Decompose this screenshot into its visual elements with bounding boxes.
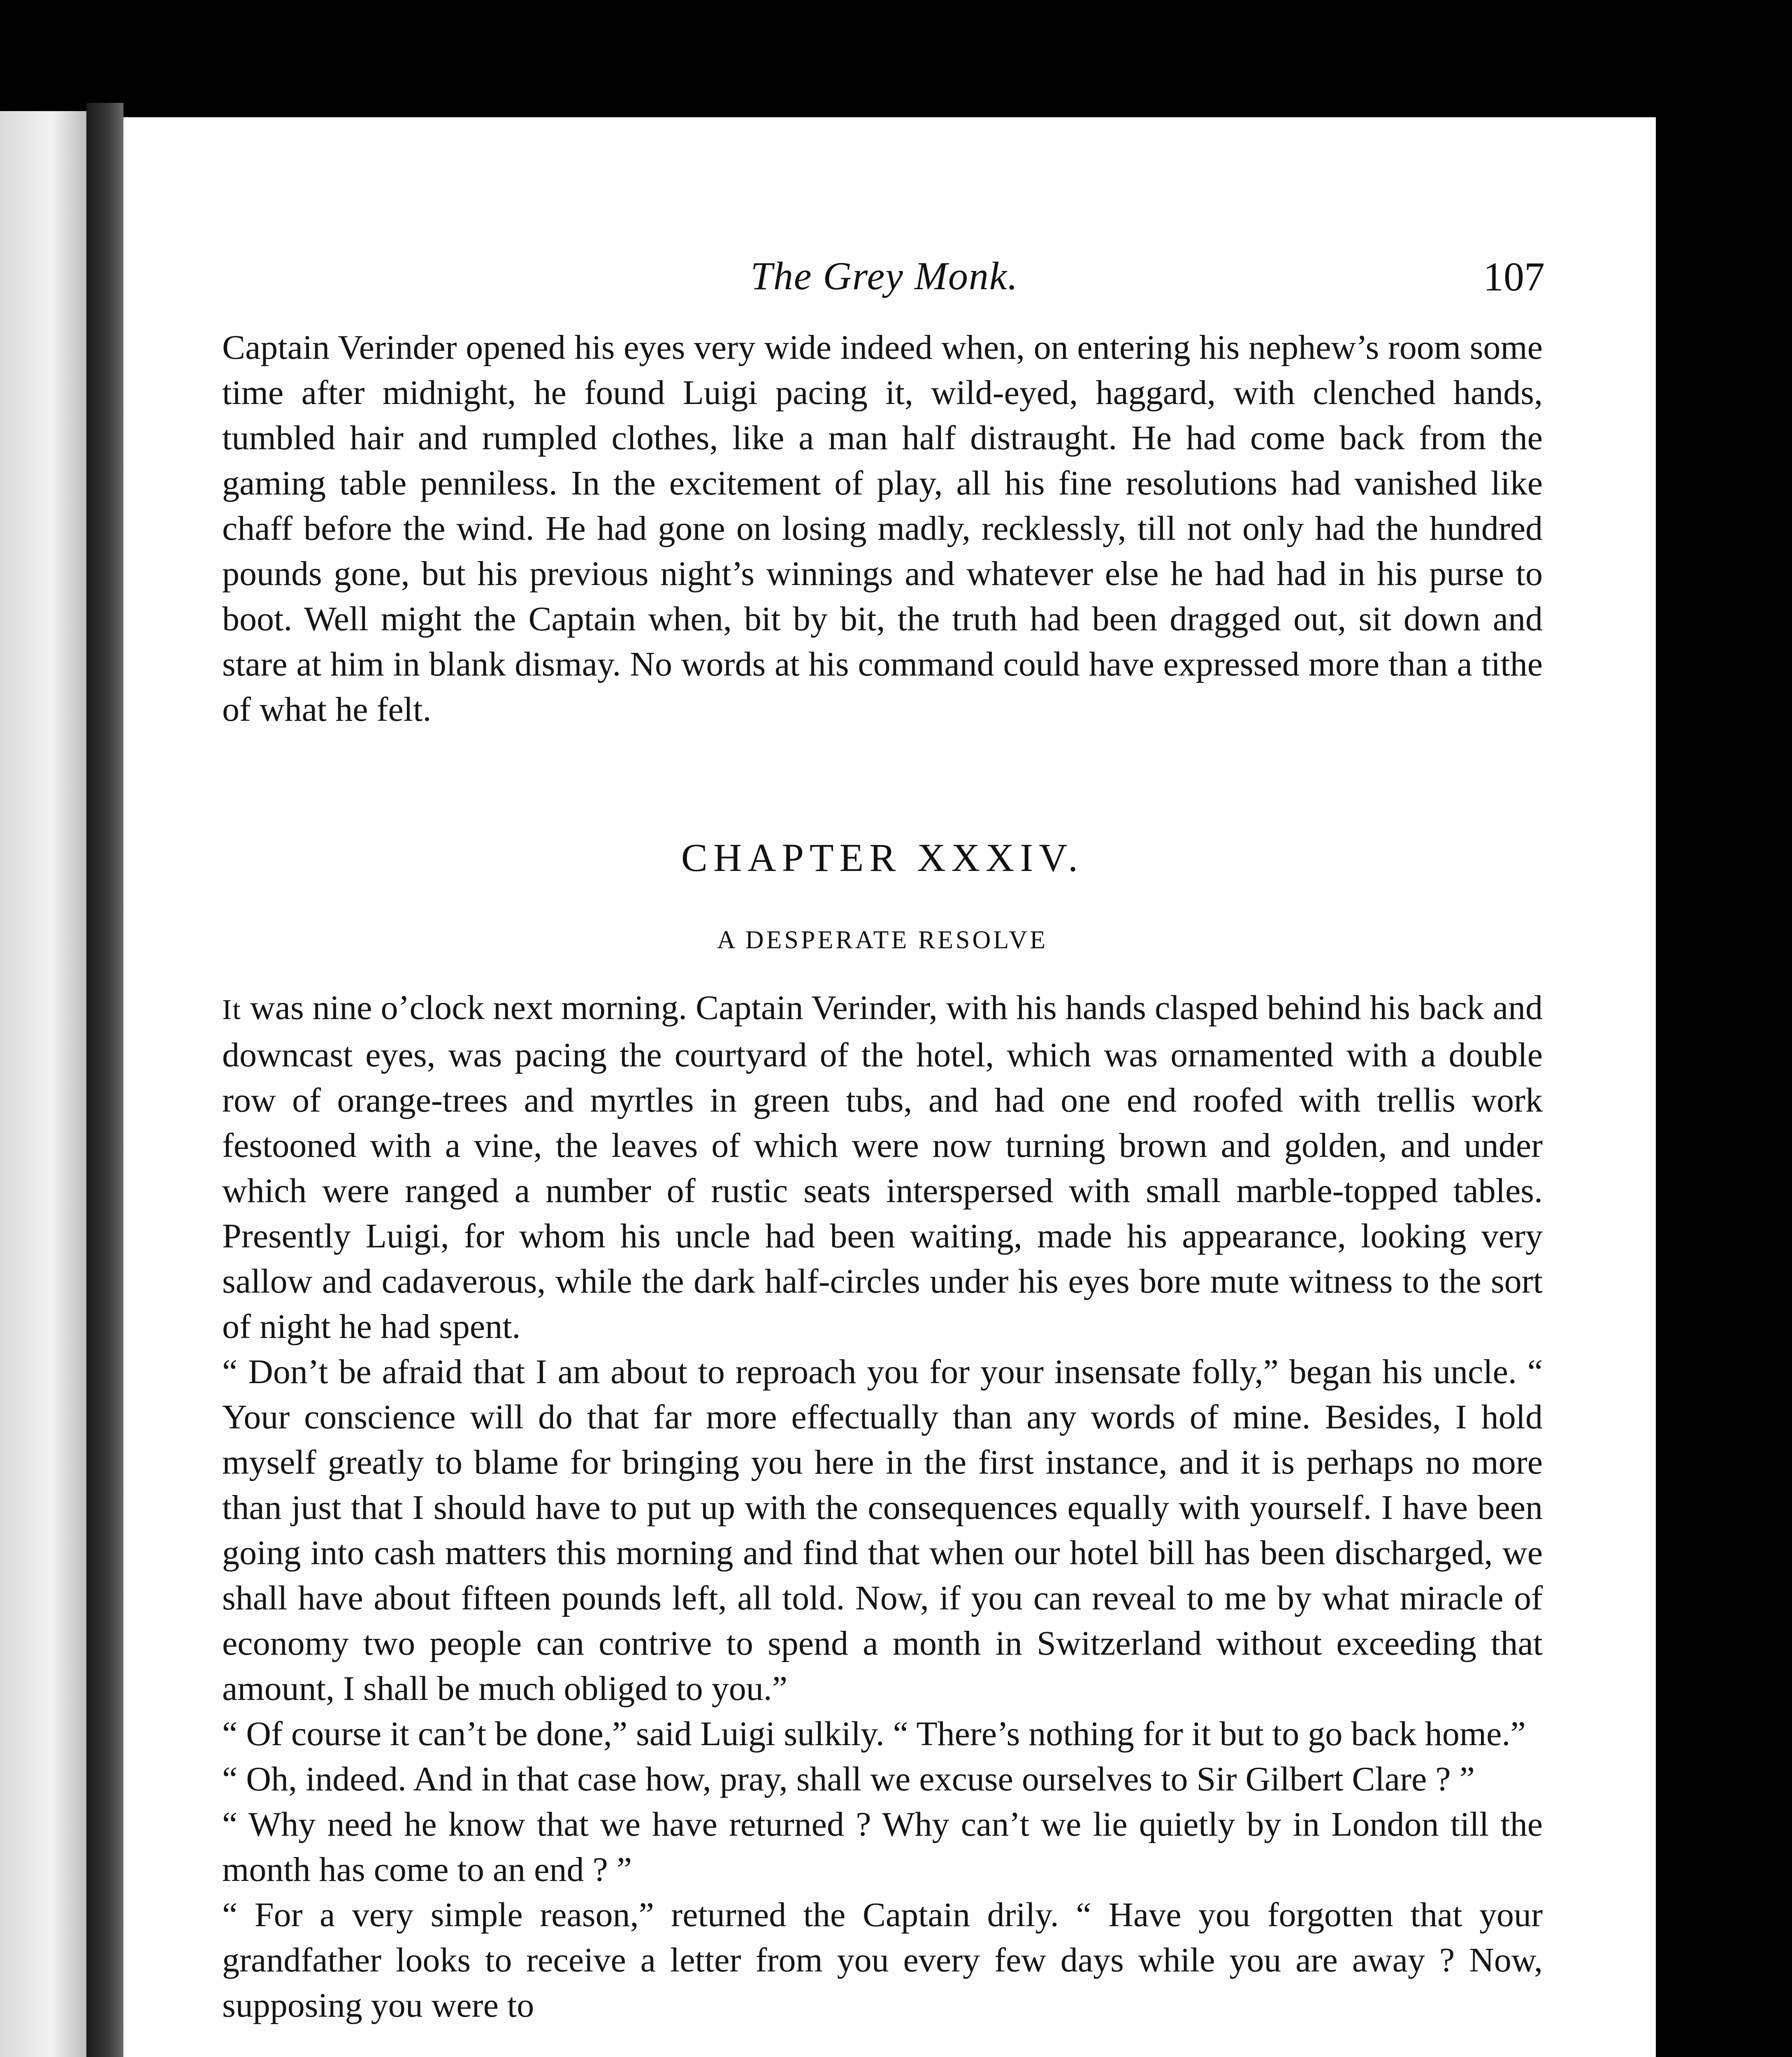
book-page <box>123 117 1656 2057</box>
book-gutter <box>86 103 123 2057</box>
dialogue-paragraph: “ Oh, indeed. And in that case how, pray, shall we excuse ourselves to Sir Gilbert Clare ? ” <box>222 1760 1475 1798</box>
dialogue-paragraph: “ Don’t be afraid that I am about to reproach you for your insensate folly,” began his uncle. “ Your conscience will do that far more effectually than any words of mine. Besides, I hold myself greatly to blame for bringing you here in the first instance, and it is perhaps no more than just that I should have to put up with the consequences equally with yourself. I have been going into cash matters this morning and find that when our hotel bill has been discharged, we shall have about fifteen pounds left, all told. Now, if you can reveal to me by what miracle of economy two people can contrive to spend a month in Switzerland without exceeding that amount, I shall be much obliged to you.” <box>222 1353 1543 1708</box>
chapter-title: A DESPERATE RESOLVE <box>717 926 1048 954</box>
body-text <box>222 325 1543 2028</box>
dialogue-paragraph: “ Of course it can’t be done,” said Luigi sulkily. “ There’s nothing for it but to go back home.” <box>222 1715 1526 1753</box>
dialogue-paragraph: “ Why need he know that we have returned ? Why can’t we lie quietly by in London till the month has come to an end ? ” <box>222 1805 1543 1889</box>
dialogue-paragraph: “ For a very simple reason,” returned the Captain drily. “ Have you forgotten that your grandfather looks to receive a letter from you every few days while you are away ? Now, supposing you were to <box>222 1896 1543 2024</box>
drop-word: It <box>222 994 241 1026</box>
opening-paragraph-text: was nine o’clock next morning. Captain Verinder, with his hands clasped behind his back and downcast eyes, was pacing the courtyard of the hotel, which was ornamented with a double row of orange-trees and myrtles in green tubs, and had one end roofed with trellis work festooned with a vine, the leaves of which were now turning brown and golden, and under which were ranged a number of rustic seats interspersed with small marble-topped tables. Presently Luigi, for whom his uncle had been waiting, made his appearance, looking very sallow and cadaverous, while the dark half-circles under his eyes bore mute witness to the sort of night he had spent. <box>222 989 1543 1346</box>
page-number: 107 <box>1483 254 1545 299</box>
facing-page-edge <box>0 111 86 2057</box>
chapter-heading: CHAPTER XXXIV. <box>681 836 1084 880</box>
running-title: The Grey Monk. <box>750 254 1019 298</box>
chapter-opening-paragraph <box>222 985 1543 1349</box>
page-header <box>226 253 1543 315</box>
paragraph-closing-previous-chapter: Captain Verinder opened his eyes very wide indeed when, on entering his nephew’s room some time after midnight, he found Luigi pacing it, wild-eyed, haggard, with clenched hands, tumbled hair and rumpled clothes, like a man half distraught. He had come back from the gaming table penniless. In the excitement of play, all his fine resolutions had vanished like chaff before the wind. He had gone on losing madly, recklessly, till not only had the hundred pounds gone, but his previous night’s winnings and whatever else he had had in his purse to boot. Well might the Captain when, bit by bit, the truth had been dragged out, sit down and stare at him in blank dismay. No words at his command could have expressed more than a tithe of what he felt. <box>222 328 1543 729</box>
